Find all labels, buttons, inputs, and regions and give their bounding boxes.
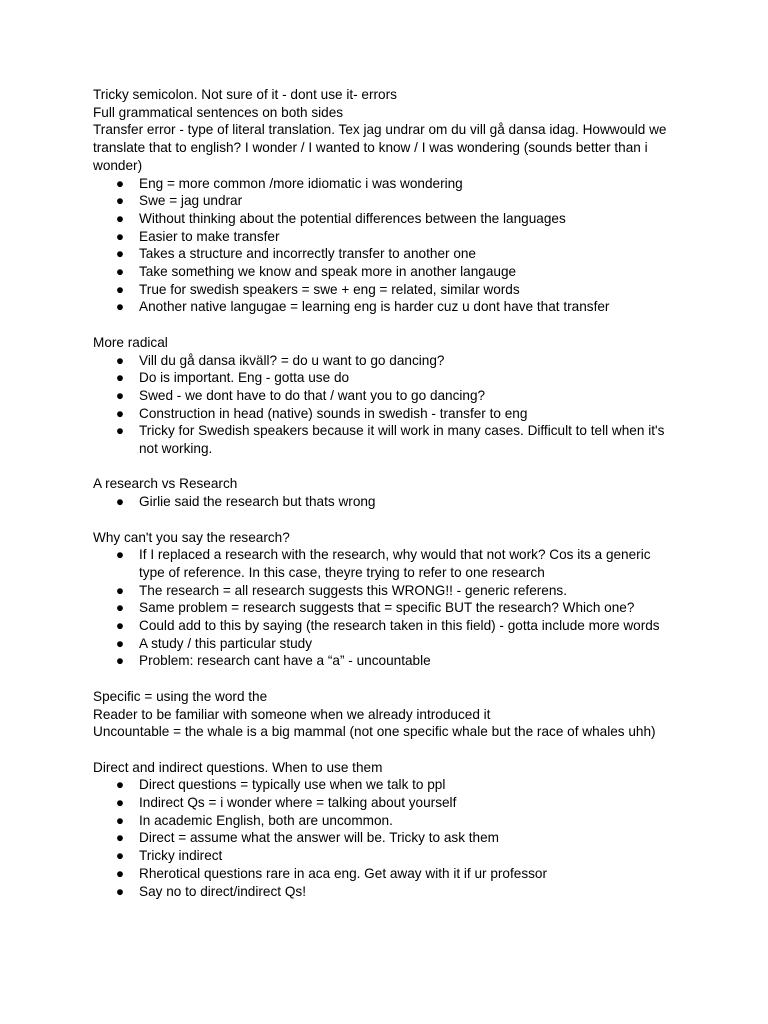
list-item: ● Eng = more common /more idiomatic i was wondering [115,175,463,191]
list-item: ● Tricky indirect [115,848,223,864]
list-item: ● Take something we know and speak more in another langauge [115,264,517,280]
bullet-icon: ● [115,281,125,297]
section-questions [93,759,676,901]
paragraph-line: Reader to be familiar with someone when we already introduced it [93,706,491,722]
bullet-icon: ● [115,865,125,881]
list-item: ● The research = all research suggests this WRONG!! - generic referens. [115,582,567,598]
list-item: ● Girlie said the research but thats wrong [115,494,376,510]
spacer [93,316,676,334]
list-item: ● In academic English, both are uncommon. [115,812,393,828]
list-item: ● Indirect Qs = i wonder where = talking about yourself [115,795,457,811]
bullet-icon: ● [115,812,125,828]
spacer [93,511,676,529]
section-transfer [93,86,676,316]
paragraph-line: Tricky semicolon. Not sure of it - dont use it- errors [93,87,397,102]
section-heading: More radical [93,334,168,350]
section-more-radical [93,334,676,458]
section-heading: Why can't you say the research? [93,529,290,545]
bullet-icon: ● [115,848,125,864]
bullet-list [93,352,676,458]
bullet-icon: ● [115,830,125,846]
section-heading: Direct and indirect questions. When to use them [93,759,383,775]
bullet-icon: ● [115,795,125,811]
bullet-icon: ● [115,547,125,563]
paragraph-line: Full grammatical sentences on both sides [93,104,344,120]
list-item: ● Another native langugae = learning eng is harder cuz u dont have that transfer [115,299,610,315]
list-item: ● Construction in head (native) sounds in swedish - transfer to eng [115,405,528,421]
section-a-research [93,475,676,510]
list-item: ● Direct questions = typically use when we talk to ppl [115,777,446,793]
bullet-icon: ● [115,405,125,421]
bullet-list [93,175,676,317]
list-item: ● Do is important. Eng - gotta use do [115,370,350,386]
bullet-icon: ● [115,653,125,669]
section-why-cant [93,529,676,671]
bullet-icon: ● [115,370,125,386]
list-item: ● Say no to direct/indirect Qs! [115,883,306,899]
bullet-icon: ● [115,387,125,403]
section-heading: A research vs Research [93,476,238,492]
bullet-icon: ● [115,175,125,191]
bullet-icon: ● [115,423,125,439]
bullet-icon: ● [115,883,125,899]
list-item: ● Tricky for Swedish speakers because it will work in many cases. Difficult to tell when it's not working. [115,423,665,457]
bullet-icon: ● [115,299,125,315]
list-item: ● Rherotical questions rare in aca eng. Get away with it if ur professor [115,865,548,881]
paragraph-line: Uncountable = the whale is a big mammal (not one specific whale but the race of whales uhh) [93,724,656,740]
bullet-icon: ● [115,352,125,368]
paragraph-line: Specific = using the word the [93,688,268,704]
list-item: ● Easier to make transfer [115,228,280,244]
list-item: ● Could add to this by saying (the research taken in this field) - gotta include more words [115,618,660,634]
bullet-icon: ● [115,600,125,616]
list-item: ● Same problem = research suggests that = specific BUT the research? Which one? [115,600,635,616]
bullet-icon: ● [115,777,125,793]
bullet-icon: ● [115,582,125,598]
spacer [93,670,676,688]
list-item: ● Problem: research cant have a “a” - uncountable [115,653,431,669]
bullet-icon: ● [115,264,125,280]
list-item: ● Takes a structure and incorrectly transfer to another one [115,246,476,262]
list-item: ● Vill du gå dansa ikväll? = do u want to go dancing? [115,352,445,368]
bullet-icon: ● [115,618,125,634]
bullet-icon: ● [115,635,125,651]
list-item: ● Without thinking about the potential differences between the languages [115,210,566,226]
bullet-list [93,776,676,900]
bullet-icon: ● [115,228,125,244]
bullet-icon: ● [115,494,125,510]
list-item: ● If I replaced a research with the research, why would that not work? Cos its a generic type of reference. In this case, theyre trying to refer to one research [115,547,651,580]
spacer [93,741,676,759]
spacer [93,458,676,476]
bullet-list [93,493,676,511]
bullet-icon: ● [115,193,125,209]
bullet-list [93,546,676,670]
list-item: ● True for swedish speakers = swe + eng = related, similar words [115,281,520,297]
list-item: ● A study / this particular study [115,635,313,651]
bullet-icon: ● [115,210,125,226]
list-item: ● Swe = jag undrar [115,193,243,209]
list-item: ● Direct = assume what the answer will be. Tricky to ask them [115,830,499,846]
bullet-icon: ● [115,246,125,262]
list-item: ● Swed - we dont have to do that / want you to go dancing? [115,387,486,403]
section-specific [93,688,676,741]
paragraph-line: Transfer error - type of literal translation. Tex jag undrar om du vill gå dansa idag. Howwould we translate that to english? I wonder / I wanted to know / I was wondering (sounds better than i wonder) [93,122,667,173]
